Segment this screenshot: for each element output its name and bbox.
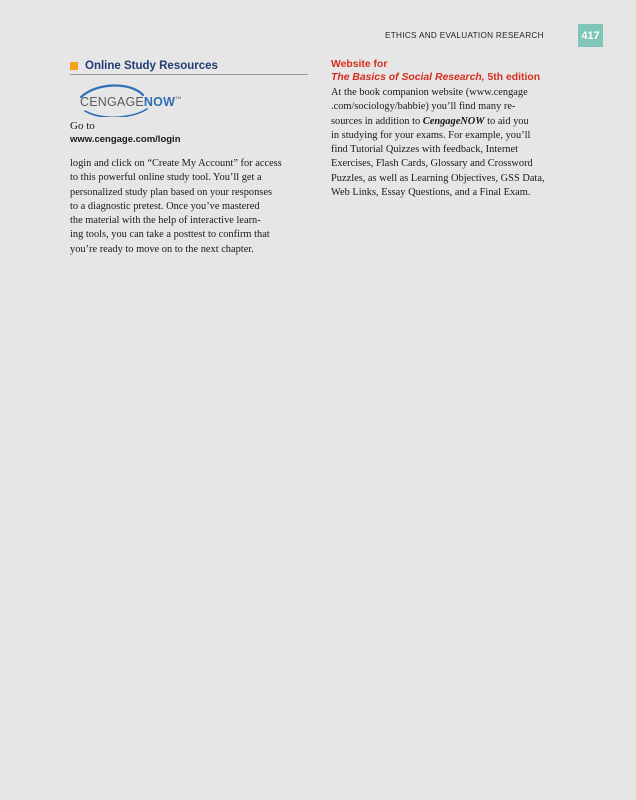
square-bullet-icon bbox=[70, 62, 78, 70]
website-heading-line2 bbox=[331, 71, 576, 84]
heading-rule bbox=[70, 74, 308, 75]
logo-trademark: TM bbox=[175, 95, 182, 100]
paragraph-line bbox=[331, 115, 576, 129]
book-title: The Basics of Social Research, bbox=[331, 72, 485, 83]
paragraph-line: ing tools, you can take a posttest to confirm that bbox=[70, 229, 270, 241]
resources-paragraph bbox=[70, 157, 308, 257]
right-column bbox=[331, 58, 576, 200]
goto-text: Go to bbox=[70, 120, 95, 132]
section-heading-text: Online Study Resources bbox=[85, 59, 218, 72]
paragraph-line: the material with the help of interactive learn- bbox=[70, 215, 261, 227]
logo-now-text: NOW bbox=[143, 95, 176, 109]
logo-cengage-text: CENGAGE bbox=[80, 95, 144, 109]
paragraph-line: .com/sociology/babbie) you’ll find many re- bbox=[331, 101, 516, 113]
paragraph-line: you’re ready to move on to the next chapter. bbox=[70, 243, 254, 255]
paragraph-line: to this powerful online study tool. You’ll get a bbox=[70, 172, 262, 184]
login-url: www.cengage.com/login bbox=[70, 134, 181, 145]
left-column bbox=[70, 58, 308, 257]
paragraph-line: At the book companion website (www.cengage bbox=[331, 87, 528, 98]
paragraph-line: Puzzles, as well as Learning Objectives, GSS Data, bbox=[331, 172, 545, 184]
paragraph-line: Web Links, Essay Questions, and a Final Exam. bbox=[331, 187, 531, 199]
website-paragraph bbox=[331, 86, 576, 200]
paragraph-line: login and click on “Create My Account” for access bbox=[70, 158, 282, 169]
paragraph-line: Exercises, Flash Cards, Glossary and Crossword bbox=[331, 158, 533, 170]
paragraph-line: in studying for your exams. For example, you’ll bbox=[331, 129, 531, 141]
line-fragment: sources in addition to bbox=[331, 115, 423, 127]
line-fragment: to aid you bbox=[484, 115, 529, 127]
page-number: 417 bbox=[578, 24, 603, 47]
running-head: ETHICS AND EVALUATION RESEARCH bbox=[385, 31, 544, 40]
paragraph-line: find Tutorial Quizzes with feedback, Internet bbox=[331, 144, 518, 156]
paragraph-line: personalized study plan based on your responses bbox=[70, 186, 272, 198]
edition-text: 5th edition bbox=[484, 72, 541, 83]
cengagenow-logo bbox=[79, 84, 182, 117]
section-heading bbox=[70, 58, 308, 73]
logo-wordmark bbox=[80, 95, 181, 109]
website-heading bbox=[331, 58, 576, 84]
paragraph-line: to a diagnostic pretest. Once you’ve mastered bbox=[70, 200, 260, 212]
cengagenow-emphasis: CengageNOW bbox=[422, 115, 485, 127]
website-heading-line1: Website for bbox=[331, 59, 388, 70]
